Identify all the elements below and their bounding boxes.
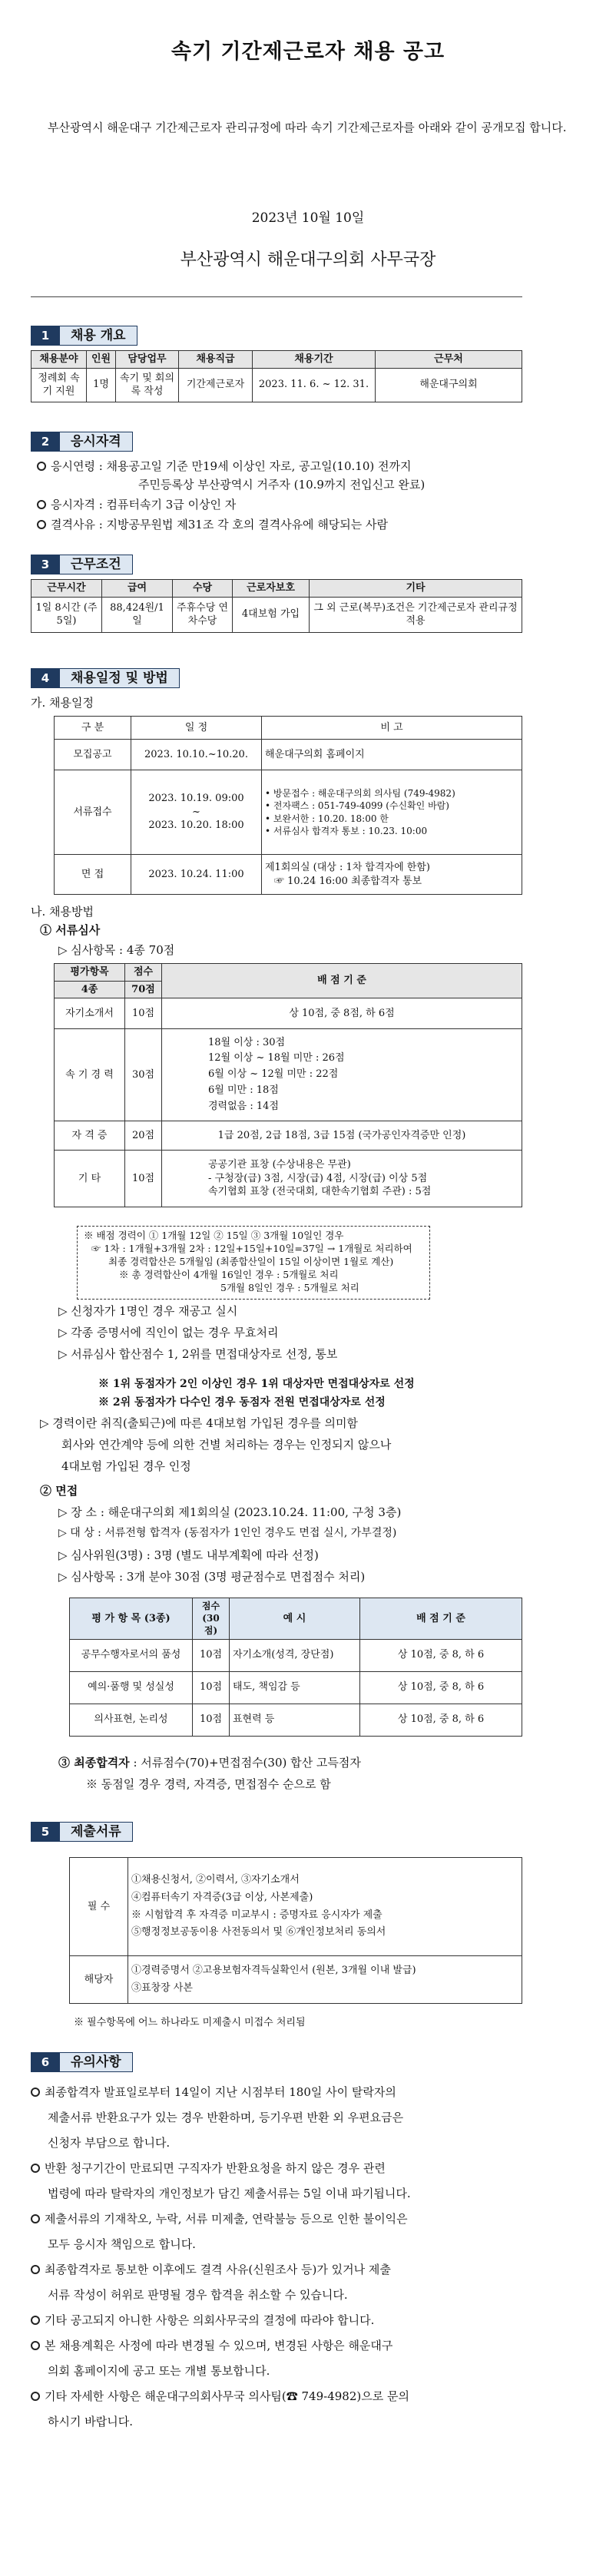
table-cell: 그 외 근로(복무)조건은 기간제근로자 관리규정 적용 (310, 597, 522, 632)
overview-table (31, 350, 522, 402)
section-label: 채용 개요 (60, 326, 137, 346)
table-cell: 필 수 (70, 1858, 128, 1956)
table-cell: 2023. 10.10.~10.20. (131, 740, 262, 770)
doc-rule: ▷ 각종 증명서에 직인이 없는 경우 무효처리 (58, 1326, 279, 1339)
table-header-row (55, 964, 522, 982)
circle-bullet-icon (31, 2214, 40, 2223)
interview-item: ▷ 심사위원(3명) : 3명 (별도 내부계획에 따라 선정) (58, 1548, 319, 1562)
table-cell: 표현력 등 (230, 1704, 360, 1736)
table-header: 급여 (102, 580, 173, 598)
table-cell: 20점 (125, 1121, 162, 1151)
table-header: 4종 (55, 981, 125, 998)
conditions-table (31, 579, 522, 633)
table-cell: 속기 및 회의록 작성 (116, 368, 179, 402)
table-header: 채용직급 (179, 351, 253, 369)
table-row (55, 998, 522, 1029)
circle-bullet-icon (37, 520, 46, 529)
section-number: 2 (31, 432, 60, 452)
notice-item-continued: 신청자 부담으로 합니다. (48, 2136, 171, 2150)
cell-line: - 구청장(급) 3점, 시장(급) 4점, 시장(급) 이상 5점 (208, 1172, 428, 1184)
table-header: 예 시 (230, 1598, 360, 1640)
section-number: 6 (31, 2052, 60, 2072)
table-header: 인원 (87, 351, 116, 369)
table-row (55, 1121, 522, 1151)
table-header: 점수 (125, 964, 162, 982)
cell-line: ⑤행정정보공동이용 사전동의서 및 ⑥개인정보처리 동의서 (131, 1926, 386, 1939)
cell-line: 18월 이상 : 30점 (208, 1036, 286, 1048)
table-row (55, 855, 522, 895)
notice-item: 기타 공고되지 아니한 사항은 의회사무국의 결정에 따라야 합니다. (31, 2308, 584, 2333)
circle-bullet-icon (31, 2392, 40, 2401)
section-number: 1 (31, 326, 60, 346)
section-number: 4 (31, 668, 60, 688)
table-cell: 상 10점, 중 8, 하 6 (360, 1639, 522, 1671)
table-header: 평가항목 (55, 964, 125, 982)
interview-item: ▷ 장 소 : 해운대구의회 제1회의실 (2023.10.24. 11:00, 구청 3층) (58, 1505, 402, 1519)
section-1-header (31, 326, 137, 346)
cell-line: ※ 시험합격 후 자격증 미교부시 : 증명자료 응시자가 제출 (131, 1909, 383, 1921)
table-cell: 1명 (87, 368, 116, 402)
table-cell: 1일 8시간 (주 5일) (31, 597, 102, 632)
notice-item-continued: 의회 홈페이지에 공고 또는 개별 통보합니다. (48, 2364, 270, 2378)
table-cell: 30점 (125, 1029, 162, 1121)
doc-review-title: ① 서류심사 (40, 923, 101, 937)
cell-line: 제1회의실 (대상 : 1차 합격자에 한함) (265, 861, 430, 873)
table-cell: 속 기 경 력 (55, 1029, 125, 1121)
section-label: 채용일정 및 방법 (60, 668, 180, 688)
notice-item: 기타 자세한 사항은 해운대구의회사무국 의사팀(☎ 749-4982)으로 문의 (31, 2384, 584, 2409)
cell-line: ①경력증명서 ②고용보험자격득실확인서 (원본, 3개월 이내 발급) (131, 1964, 416, 1976)
table-cell: 88,424원/1일 (102, 597, 173, 632)
table-row (55, 1029, 522, 1121)
section-2-header (31, 432, 133, 452)
issuing-organization: 부산광역시 해운대구의회 사무국장 (180, 250, 436, 270)
subsection-title: 나. 채용방법 (31, 905, 94, 919)
circle-bullet-icon (37, 462, 46, 471)
cell-line: 공공기관 표창 (수상내용은 무관) (208, 1159, 351, 1171)
interview-item: ▷ 심사항목 : 3개 분야 30점 (3명 평균점수로 면접점수 처리) (58, 1570, 366, 1584)
cell-line: 2023. 10.19. 09:00 (148, 793, 244, 805)
table-header: 배 점 기 준 (162, 964, 522, 998)
schedule-table (54, 716, 522, 895)
table-header: 채용기간 (253, 351, 376, 369)
doc-rule: ▷ 신청자가 1명인 경우 재공고 실시 (58, 1304, 238, 1318)
table-header: 수당 (173, 580, 233, 598)
table-header: 비 고 (262, 717, 522, 740)
table-cell: 예의·품행 및 성실성 (70, 1671, 193, 1704)
notice-item-continued: 서류 작성이 허위로 판명될 경우 합격을 취소할 수 있습니다. (48, 2288, 348, 2302)
notice-item: 본 채용계획은 사정에 따라 변경될 수 있으며, 변경된 사항은 해운대구 (31, 2333, 584, 2359)
cell-line: 12월 이상 ~ 18월 미만 : 26점 (208, 1052, 345, 1065)
table-header: 근무처 (376, 351, 522, 369)
circle-bullet-icon (31, 2164, 40, 2173)
qualification-item: 응시연령 : 채용공고일 기준 만19세 이상인 자로, 공고일(10.10) 전까지 (37, 458, 411, 475)
table-cell: 서류접수 (55, 770, 131, 855)
notice-item-continued: 모두 응시자 책임으로 합니다. (48, 2237, 196, 2251)
table-header: 70점 (125, 981, 162, 998)
table-cell (131, 770, 262, 855)
cell-line: ☞ 10.24 16:00 최종합격자 통보 (274, 875, 422, 887)
table-header: 평 가 항 목 (3종) (70, 1598, 193, 1640)
table-header-row (31, 351, 522, 369)
section-label: 응시자격 (60, 432, 133, 452)
notice-item: 최종합격자 발표일로부터 14일이 지난 시점부터 180일 사이 탈락자의 (31, 2080, 584, 2105)
table-cell: 태도, 책임감 등 (230, 1671, 360, 1704)
table-cell: 자기소개(성격, 장단점) (230, 1639, 360, 1671)
cell-line: ~ (192, 806, 200, 818)
table-cell: 4대보험 가입 (233, 597, 310, 632)
circle-bullet-icon (37, 500, 46, 509)
table-cell: 상 10점, 중 8점, 하 6점 (162, 998, 522, 1029)
table-row (55, 740, 522, 770)
table-row (70, 1639, 522, 1671)
table-cell: 1급 20점, 2급 18점, 3급 15점 (국가공인자격증만 인정) (162, 1121, 522, 1151)
cell-line: 속기협회 표창 (전국대회, 대한속기협회 주관) : 5점 (208, 1186, 432, 1198)
final-candidate: ③ 최종합격자 : 서류점수(70)+면접점수(30) 합산 고득점자 (58, 1756, 361, 1770)
final-candidate-note: ※ 동점일 경우 경력, 자격증, 면접점수 순으로 함 (86, 1777, 331, 1791)
cell-line: • 방문접수 : 해운대구의회 의사팀 (749-4982) (265, 788, 455, 800)
table-cell: 모집공고 (55, 740, 131, 770)
section-label: 근무조건 (60, 555, 133, 574)
table-cell: 해당자 (70, 1956, 128, 2004)
table-cell (162, 1029, 522, 1121)
interview-title: ② 면접 (40, 1484, 78, 1498)
table-cell: 2023. 11. 6. ~ 12. 31. (253, 368, 376, 402)
circle-bullet-icon (31, 2088, 40, 2097)
table-row (55, 1151, 522, 1207)
table-row (70, 1858, 522, 1956)
table-cell: 해운대구의회 홈페이지 (262, 740, 522, 770)
table-row (55, 770, 522, 855)
note-line: ※ 총 경력합산이 4개월 16일인 경우 : 5개월로 처리 (119, 1268, 339, 1280)
table-cell (162, 1151, 522, 1207)
career-note: ▷ 경력이란 취직(출퇴근)에 따른 4대보험 가입된 경우를 의미함 (40, 1416, 358, 1430)
documents-table (69, 1857, 522, 2004)
table-cell (128, 1956, 522, 2004)
table-row (31, 368, 522, 402)
notice-item-continued: 법령에 따라 탈락자의 개인정보가 담긴 제출서류는 5일 이내 파기됩니다. (48, 2187, 411, 2200)
cell-line: 6월 이상 ~ 12월 미만 : 22점 (208, 1068, 339, 1081)
table-cell: 상 10점, 중 8, 하 6 (360, 1671, 522, 1704)
qualification-item: 결격사유 : 지방공무원법 제31조 각 호의 결격사유에 해당되는 사람 (37, 516, 388, 534)
table-cell: 해운대구의회 (376, 368, 522, 402)
documents-footnote: ※ 필수항목에 어느 하나라도 미제출시 미접수 처리됨 (74, 2017, 306, 2028)
table-header: 배 점 기 준 (360, 1598, 522, 1640)
table-header: 채용분야 (31, 351, 87, 369)
circle-bullet-icon (31, 2341, 40, 2350)
cell-line: • 전자팩스 : 051-749-4099 (수신확인 바람) (265, 800, 449, 812)
table-header: 근무시간 (31, 580, 102, 598)
notice-item: 제출서류의 기재착오, 누락, 서류 미제출, 연락불능 등으로 인한 불이익은 (31, 2207, 584, 2232)
section-number: 3 (31, 555, 60, 574)
qualification-item-continued: 주민등록상 부산광역시 거주자 (10.9까지 전입신고 완료) (138, 478, 426, 492)
cell-line: ④컴퓨터속기 자격증(3급 이상, 사본제출) (131, 1891, 313, 1903)
table-cell: 기 타 (55, 1151, 125, 1207)
intro-text: 부산광역시 해운대구 기간제근로자 관리규정에 따라 속기 기간제근로자를 아래와 같이 공개모집 합니다. (48, 121, 567, 134)
score-table (54, 963, 522, 1207)
table-header: 점수 (30점) (193, 1598, 230, 1640)
table-header-row (55, 717, 522, 740)
table-header: 담당업무 (116, 351, 179, 369)
career-calculation-note (77, 1226, 430, 1300)
table-cell: 상 10점, 중 8, 하 6 (360, 1704, 522, 1736)
section-label: 제출서류 (60, 1822, 133, 1842)
note-line: 5개월 8일인 경우 : 5개월로 처리 (220, 1281, 359, 1293)
notice-item-continued: 제출서류 반환요구가 있는 경우 반환하며, 등기우편 반환 외 우편요금은 (48, 2111, 404, 2124)
table-header-row (70, 1598, 522, 1640)
table-cell (262, 770, 522, 855)
notice-item: 최종합격자로 통보한 이후에도 결격 사유(신원조사 등)가 있거나 제출 (31, 2257, 584, 2283)
table-header: 구 분 (55, 717, 131, 740)
table-header: 일 정 (131, 717, 262, 740)
note-line: 최종 경력합산은 5개월임 (최종합산일이 15일 이상이면 1월로 계산) (108, 1255, 394, 1267)
table-cell: 10점 (125, 998, 162, 1029)
doc-review-items: ▷ 심사항목 : 4종 70점 (58, 943, 175, 957)
table-header: 기타 (310, 580, 522, 598)
interview-item: ▷ 대 상 : 서류전형 합격자 (동점자가 1인인 경우도 면접 실시, 가부결정) (58, 1527, 397, 1539)
cell-line: ①채용신청서, ②이력서, ③자기소개서 (131, 1874, 300, 1886)
table-row (31, 597, 522, 632)
table-cell: 면 접 (55, 855, 131, 895)
table-cell: 의사표현, 논리성 (70, 1704, 193, 1736)
divider (31, 296, 522, 297)
table-cell: 10점 (193, 1639, 230, 1671)
table-cell (128, 1858, 522, 1956)
table-cell: 주휴수당 연차수당 (173, 597, 233, 632)
career-note: 4대보험 가입된 경우 인정 (61, 1459, 191, 1473)
table-row (70, 1704, 522, 1736)
circle-bullet-icon (31, 2265, 40, 2274)
table-row (70, 1671, 522, 1704)
notice-item: 반환 청구기간이 만료되면 구직자가 반환요청을 하지 않은 경우 관련 (31, 2156, 584, 2181)
section-6-header (31, 2052, 133, 2072)
table-cell: 정례회 속기 지원 (31, 368, 87, 402)
qualification-item: 응시자격 : 컴퓨터속기 3급 이상인 자 (37, 496, 236, 514)
table-cell: 10점 (193, 1704, 230, 1736)
table-header-row (31, 580, 522, 598)
tie-note: ※ 1위 동점자가 2인 이상인 경우 1위 대상자만 면접대상자로 선정 (98, 1378, 415, 1390)
doc-rule: ▷ 서류심사 합산점수 1, 2위를 면접대상자로 선정, 통보 (58, 1347, 338, 1361)
table-cell: 자 격 증 (55, 1121, 125, 1151)
page-title: 속기 기간제근로자 채용 공고 (171, 40, 445, 64)
section-4-header (31, 668, 180, 688)
section-5-header (31, 1822, 133, 1842)
table-row (70, 1956, 522, 2004)
section-3-header (31, 555, 133, 574)
cell-line: 6월 미만 : 18점 (208, 1084, 279, 1096)
table-cell (262, 855, 522, 895)
career-note: 회사와 연간계약 등에 의한 건별 처리하는 경우는 인정되지 않으나 (61, 1438, 392, 1452)
section-label: 유의사항 (60, 2052, 133, 2072)
table-cell: 자기소개서 (55, 998, 125, 1029)
table-cell: 공무수행자로서의 품성 (70, 1639, 193, 1671)
section-number: 5 (31, 1822, 60, 1842)
interview-table (69, 1598, 522, 1737)
note-line: ☞ 1차 : 1개월+3개월 2차 : 12일+15일+10일=37일 → 1개월로 처리하여 (91, 1242, 412, 1254)
subsection-title: 가. 채용일정 (31, 696, 94, 710)
announcement-date: 2023년 10월 10일 (251, 210, 365, 226)
tie-note: ※ 2위 동점자가 다수인 경우 동점자 전원 면접대상자로 선정 (98, 1396, 386, 1409)
cell-line: ③표창장 사본 (131, 1982, 193, 1994)
cell-line: 경력없음 : 14점 (208, 1100, 279, 1112)
notice-item-continued: 하시기 바랍니다. (48, 2415, 133, 2429)
table-cell: 10점 (125, 1151, 162, 1207)
circle-bullet-icon (31, 2316, 40, 2325)
table-cell: 10점 (193, 1671, 230, 1704)
table-cell: 2023. 10.24. 11:00 (131, 855, 262, 895)
cell-line: • 서류심사 합격자 통보 : 10.23. 10:00 (265, 825, 428, 836)
note-line: ※ 배점 경력이 ① 1개월 12일 ② 15일 ③ 3개월 10일인 경우 (84, 1230, 344, 1241)
table-header: 근로자보호 (233, 580, 310, 598)
cell-line: 2023. 10.20. 18:00 (148, 819, 244, 832)
cell-line: • 보완서한 : 10.20. 18:00 한 (265, 813, 389, 824)
table-cell: 기간제근로자 (179, 368, 253, 402)
notices-list (31, 2080, 584, 2435)
